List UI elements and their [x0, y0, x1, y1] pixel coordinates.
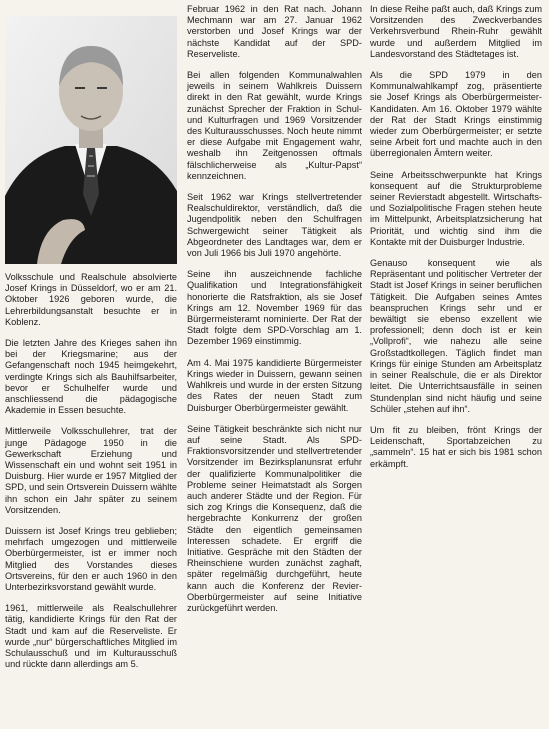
column-1	[5, 4, 177, 681]
paragraph: Genauso konsequent wie als Repräsentant und politischer Vertreter der Stadt ist Josef Krings in seiner beruflichen Tätigkeit. Die Aufgaben seines Amtes beanspruchen Krings sehr und er bewältigt sie ebenso exzellent wie professionell; denn doch ist er kein „Vollprofi“, wie nahezu alle seine Großstadtkollegen. Täglich findet man Krings für einige Stunden am Arbeitsplatz in seiner Realschule, die er als Direktor leitet. Die Unterrichtsausfälle in seinen Stundenplan sind nicht häufig und seine Schüler „stehen auf ihn“.	[370, 258, 542, 414]
paragraph: In diese Reihe paßt auch, daß Krings zum Vorsitzenden des Zweckverbandes Verkehrsverbund Rhein-Ruhr gewählt wurde und außerdem Mitglied im Landesvorstand des Städtetages ist.	[370, 4, 542, 59]
portrait-image	[5, 16, 177, 264]
paragraph: Als die SPD 1979 in den Kommunalwahlkampf zog, präsentierte sie Josef Krings als Oberbürgermeister-Kandidaten. Am 16. Oktober 1979 wählte der Rat der Stadt Krings einstimmig wieder zum Oberbürgermeister; er setzte seine Arbeit fort und machte auch in den überregionalen Ämtern weiter.	[370, 70, 542, 159]
paragraph: Duissern ist Josef Krings treu geblieben; mehrfach umgezogen und mittlerweile Oberbürgermeister, ist er immer noch Mitglied des Vorstandes dieses Ortsvereins, für den er auch 1960 in den Unterbezirksvorstand gewählt wurde.	[5, 526, 177, 593]
paragraph: Februar 1962 in den Rat nach. Johann Mechmann war am 27. Januar 1962 verstorben und Josef Krings war der nächste Kandidat auf der SPD-Reserveliste.	[187, 4, 362, 59]
paragraph: Am 4. Mai 1975 kandidierte Bürgermeister Krings wieder in Duissern, gewann seinen Wahlkreis und wurde in der ersten Sitzung des Rates der neuen Stadt zum Duisburger Oberbürgermeister gewählt.	[187, 357, 362, 413]
paragraph: Seine ihn auszeichnende fachliche Qualifikation und Integrationsfähigkeit honorierte die Ratsfraktion, als sie Josef Krings am 12. November 1969 für das Bürgermeisteramt nominierte. Der Rat der Stadt folgte dem SPD-Vorschlag am 1. Dezember 1969 einstimmig.	[187, 269, 362, 347]
paragraph: Mittlerweile Volksschullehrer, trat der junge Pädagoge 1950 in die Gewerkschaft Erziehung und Wissenschaft ein und wohnt seit 1951 in Duisburg. Hier wurde er 1957 Mitglied der SPD, und sein Ortsverein Duissern wählte ihn schon ein Jahr später zu seinem Vorsitzenden.	[5, 426, 177, 515]
paragraph: Volksschule und Realschule absolvierte Josef Krings in Düsseldorf, wo er am 21. Oktober 1926 geboren wurde, die Lehrerbildungsanstalt besuchte er in Koblenz.	[5, 272, 177, 327]
paragraph: 1961, mittlerweile als Realschullehrer tätig, kandidierte Krings für den Rat der Stadt und kam auf die Reserveliste. Er wurde „nur“ bürgerschaftliches Mitglied im Schulausschuß und im Kulturausschuß und rückte dann allerdings am 5.	[5, 603, 177, 670]
paragraph: Bei allen folgenden Kommunalwahlen jeweils in seinem Wahlkreis Duissern direkt in den Rat gewählt, wurde Krings zunächst Sprecher der Fraktion in Schul- und Kulturfragen und 1969 Vorsitzender des Kulturausschusses. Noch heute nimmt er diese Aufgabe mit Engagement wahr, weshalb ihn Zeitgenossen oftmals fälschlicherweise als „Kultur-Papst“ kennzeichnen.	[187, 70, 362, 181]
portrait-photo	[5, 16, 177, 264]
paragraph: Seit 1962 war Krings stellvertretender Realschuldirektor, verständlich, daß die Jugendpolitik neben den Schulfragen Schwergewicht seiner Tätigkeit als Abgeordneter des Landtages war, dem er von Juli 1966 bis Juli 1970 angehörte.	[187, 192, 362, 259]
paragraph: Die letzten Jahre des Krieges sahen ihn bei der Kriegsmarine; aus der Gefangenschaft noch 1945 heimgekehrt, verdingte Krings sich als Bauhilfsarbeiter, bevor er Schulhelfer wurde und anschliessend die pädagogische Akademie in Essen besuchte.	[5, 338, 177, 416]
paragraph: Um fit zu bleiben, frönt Krings der Leidenschaft, Sportabzeichen zu „sammeln“. 15 hat er sich bis 1981 schon erkämpft.	[370, 424, 542, 469]
column-3	[370, 4, 542, 480]
column-2	[187, 4, 362, 624]
paragraph: Seine Tätigkeit beschränkte sich nicht nur auf seine Stadt. Als SPD-Fraktionsvorsitzender und stellvertretender Vorsitzender im Bezirksplanunsrat erfuhr der qualifizierte Kommunalpolitiker die Probleme seiner Heimatstadt als Sorgen auch anderer Städte und der Region. Für sich zog Krings die Konsequenz, daß die hergebrachte Konkurrenz der großen Städte den eigentlich gemeinsamen Interessen schadete. Er ergriff die Initiative. Gespräche mit den Städten der Rheinschiene wurden zunächst zaghaft, später regelmäßig durchgeführt, heute kann auch die Konferenz der Revier-Oberbürgermeister auf seine Initiative zurückgeführt werden.	[187, 423, 362, 613]
paragraph: Seine Arbeitsschwerpunkte hat Krings konsequent auf die Strukturprobleme seiner Revierstadt abgestellt. Wirtschafts- und Sozialpolitische Fragen stehen heute im Mittelpunkt, Arbeitsplatzsicherung hat Priorität, und wichtig sind ihm die Kontakte mit der Duisburger Industrie.	[370, 169, 542, 247]
